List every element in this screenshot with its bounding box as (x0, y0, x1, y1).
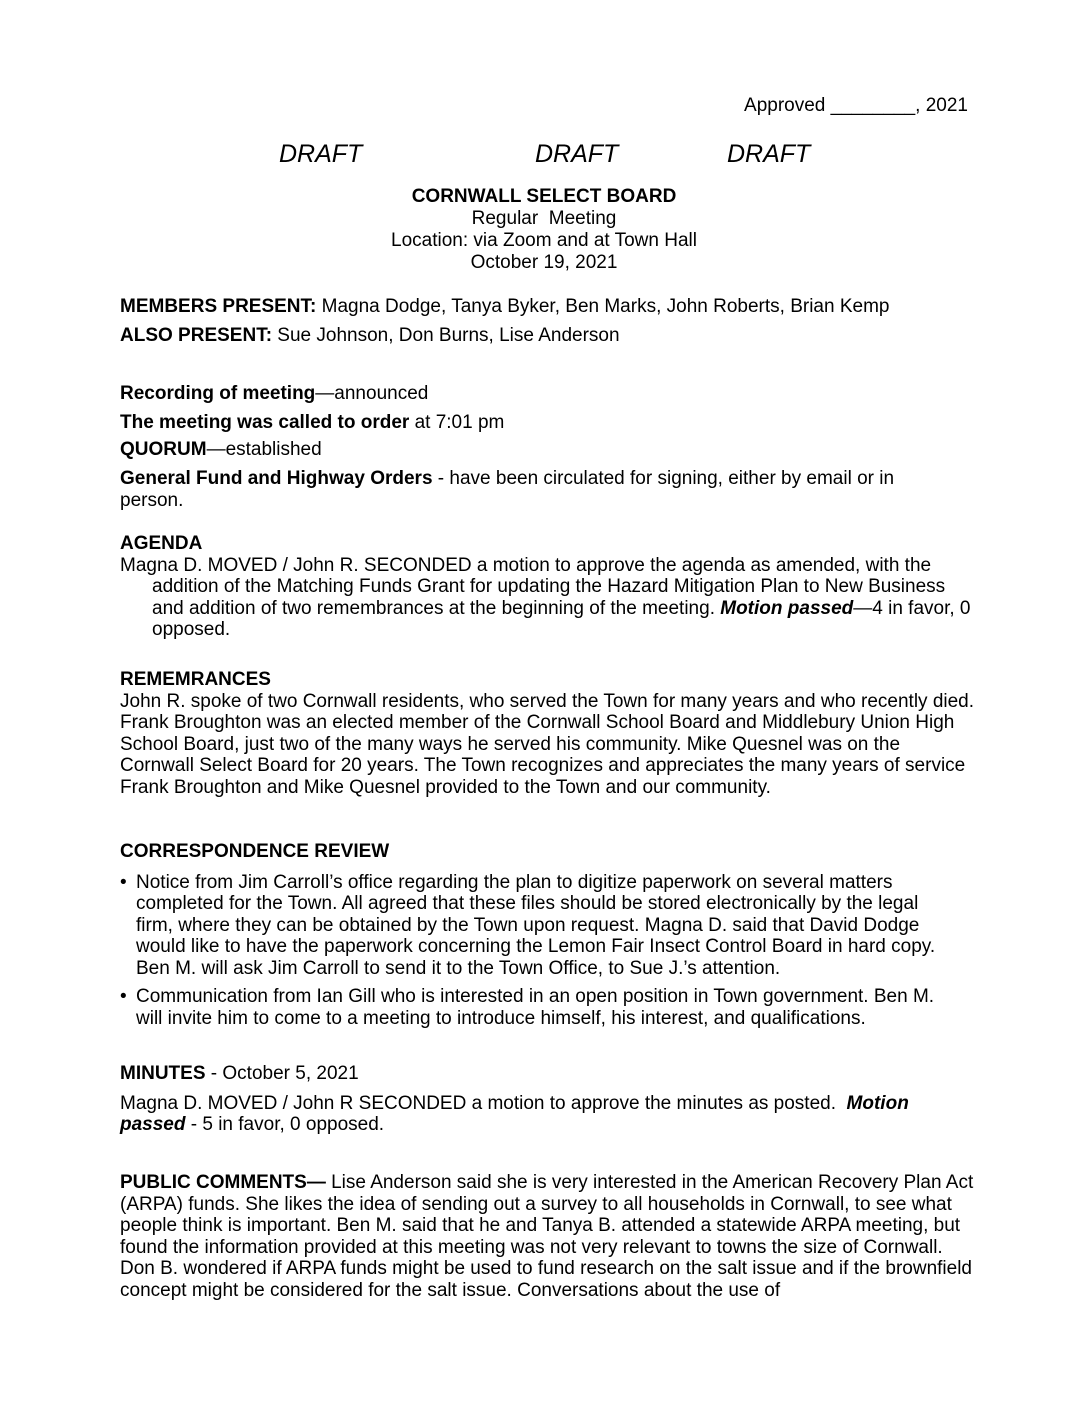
orders-text: - have been circulated for signing, either by email or in person. (120, 468, 895, 511)
correspondence-section (120, 841, 950, 1029)
minutes-heading-line (120, 1063, 980, 1085)
agenda-motion-passed: Motion passed (720, 597, 854, 619)
draft-mark-2: DRAFT (535, 140, 619, 168)
remembrances-heading: REMEMRANCES (120, 669, 271, 690)
minutes-section (120, 1063, 980, 1136)
called-label: The meeting was called to order (120, 412, 410, 433)
members-list: Magna Dodge, Tanya Byker, Ben Marks, John Roberts, Brian Kemp (316, 296, 890, 317)
called-text: at 7:01 pm (409, 412, 505, 433)
remembrances-text: John R. spoke of two Cornwall residents, who served the Town for many years and who recently died. Frank Broughton was an elected member of the Cornwall School Board and Middlebury Union High School Board, just two of the many ways he served his community. Mike Quesnel was on the Cornwall Select Board for 20 years. The Town recognizes and appreciates the many years of service Frank Broughton and Mike Quesnel provided to the Town and our community. (120, 690, 975, 798)
minutes-motion (120, 1093, 950, 1136)
minutes-text: Magna D. MOVED / John R SECONDED a motion to approve the minutes as posted. (120, 1092, 847, 1114)
orders-line (120, 468, 930, 511)
minutes-heading: MINUTES (120, 1063, 206, 1084)
orders-label: General Fund and Highway Orders (120, 468, 433, 489)
recording-text: —announced (315, 383, 429, 404)
called-to-order-line (120, 412, 980, 434)
approved-line: Approved ________, 2021 (744, 95, 968, 116)
correspondence-heading: CORRESPONDENCE REVIEW (120, 841, 390, 862)
quorum-label: QUORUM (120, 439, 207, 460)
agenda-result: —4 in favor, 0 opposed. (152, 597, 971, 640)
bullet-icon: • (120, 986, 127, 1007)
correspondence-item-1: Notice from Jim Carroll’s office regarding the plan to digitize paperwork on several matters completed for the Town. All agreed that these files should be stored electronically by the legal firm, where they can be obtained by the Town upon request. Magna D. said that David Dodge would like to have the paperwork concerning the Lemon Fair Insect Control Board in hard copy. Ben M. will ask Jim Carroll to send it to the Town Office, to Sue J.’s attention. (136, 871, 936, 979)
minutes-motion-passed: Motion passed (120, 1092, 909, 1135)
recording-line (120, 383, 980, 405)
draft-mark-1: DRAFT (279, 140, 363, 168)
public-comments-section (120, 1172, 978, 1301)
also-list: Sue Johnson, Don Burns, Lise Anderson (272, 325, 620, 346)
minutes-date: - October 5, 2021 (205, 1063, 359, 1084)
minutes-result: - 5 in favor, 0 opposed. (185, 1114, 385, 1135)
also-present (120, 325, 980, 347)
remembrances-section (120, 669, 978, 798)
list-item (120, 986, 950, 1029)
members-present (120, 296, 980, 318)
meeting-date: October 19, 2021 (470, 252, 618, 273)
quorum-line (120, 439, 980, 461)
bullet-icon: • (120, 871, 127, 893)
title-block (0, 186, 1088, 274)
quorum-text: —established (206, 439, 322, 460)
meeting-type: Regular Meeting (471, 208, 617, 229)
correspondence-item-2: Communication from Ian Gill who is interested in an open position in Town government. Ben M. will invite him to come to a meeting to introduce himself, his interest, and qualifications. (136, 986, 935, 1029)
agenda-heading: AGENDA (120, 533, 203, 554)
list-item (120, 872, 950, 980)
draft-mark-3: DRAFT (727, 140, 811, 168)
also-label: ALSO PRESENT: (120, 325, 273, 346)
public-comments-text: Lise Anderson said she is very interested in the American Recovery Plan Act (ARPA) funds. She likes the idea of sending out a survey to all households in Cornwall, to see what people think is important. Ben M. said that he and Tanya B. attended a statewide ARPA meeting, but found the information provided at this meeting was not very relevant to towns the size of Cornwall. Don B. wondered if ARPA funds might be used to fund research on the salt issue and if the brownfield concept might be considered for the salt issue. Conversations about the use of (120, 1172, 974, 1301)
members-label: MEMBERS PRESENT: (120, 296, 317, 317)
meeting-location: Location: via Zoom and at Town Hall (391, 230, 697, 251)
recording-label: Recording of meeting (120, 383, 316, 404)
public-comments-heading: PUBLIC COMMENTS— (120, 1172, 326, 1193)
agenda-text: Magna D. MOVED / John R. SECONDED a motion to approve the agenda as amended, with the addition of the Matching Funds Grant for updating the Hazard Mitigation Plan to New Business and addition of two remembrances at the beginning of the meeting. (120, 554, 946, 619)
org-title: CORNWALL SELECT BOARD (411, 186, 677, 207)
agenda-section (120, 533, 980, 641)
agenda-motion (120, 555, 972, 641)
